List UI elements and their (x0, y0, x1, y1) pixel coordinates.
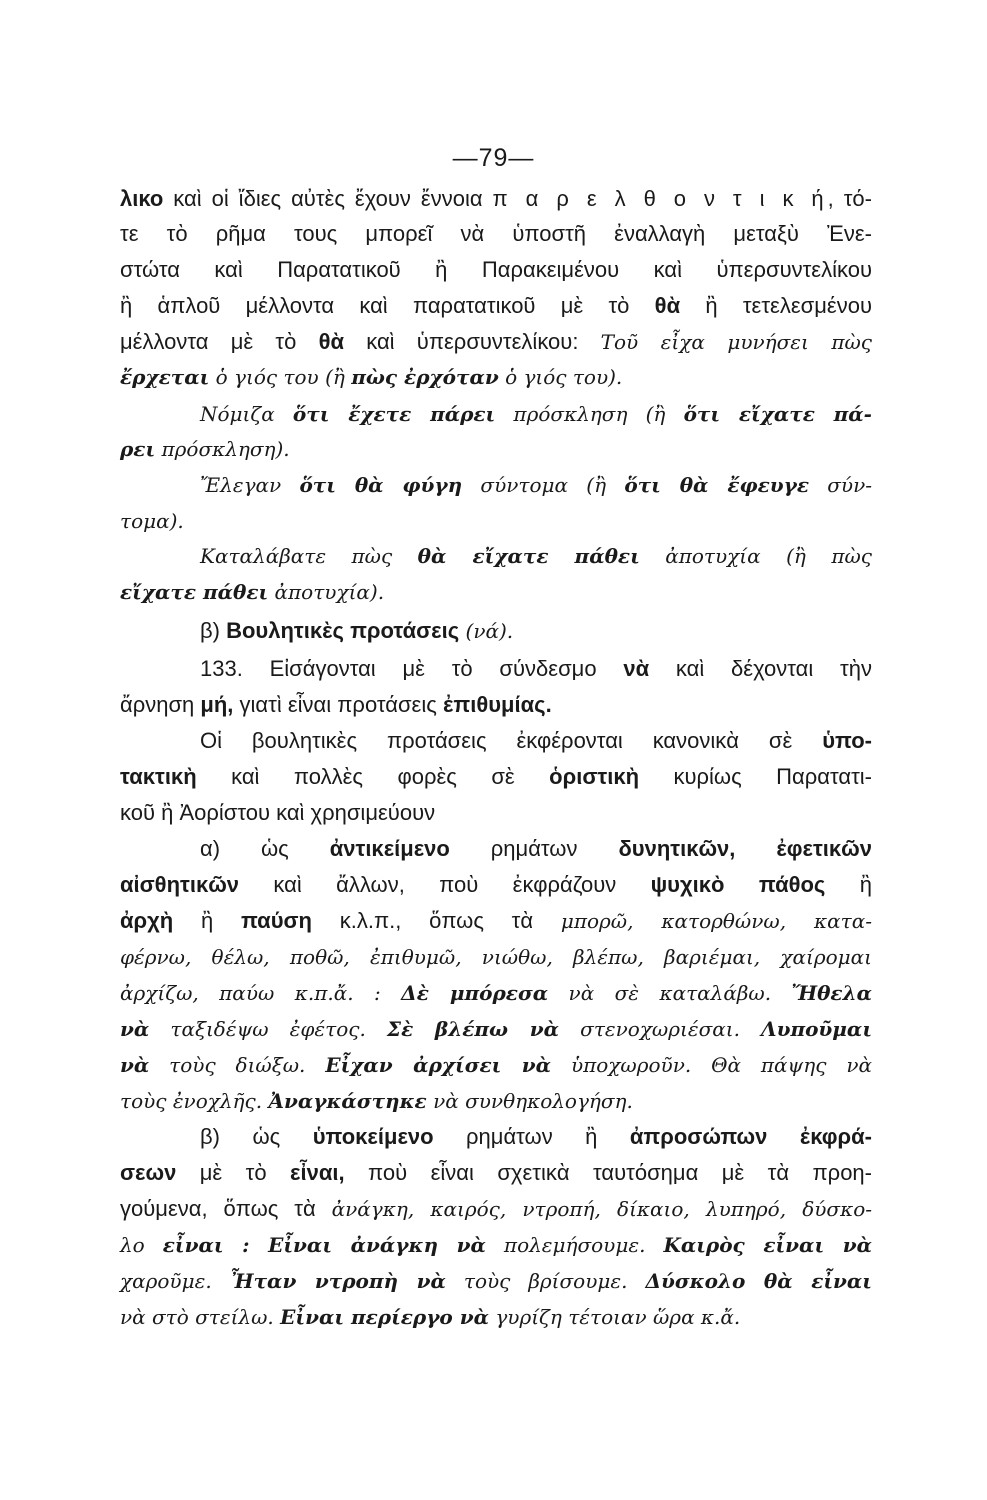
text-run: νὰ σὲ καταλάβω. (548, 981, 792, 1005)
text-run: φέρνω, θέλω, ποθῶ, ἐπιθυμῶ, νιώθω, βλέπω, βαριέμαι, χαίρομαι (120, 945, 872, 969)
text-run: εἴχατε πάθει (120, 580, 269, 604)
text-line (120, 217, 872, 251)
text-line (120, 1120, 872, 1154)
text-line (120, 832, 872, 866)
text-run: ἄρνηση (120, 692, 201, 717)
text-run: ρει (120, 437, 156, 461)
text-run: ὅτι θὰ φύγη (299, 473, 463, 497)
text-run: π α ρ ε λ θ ο ν τ ι κ ή (492, 186, 828, 211)
text-run: τοὺς βρίσουμε. (445, 1269, 646, 1293)
text-run: ἀρχὴ (120, 908, 174, 933)
text-run: μέλλοντα μὲ τὸ (120, 329, 319, 354)
text-run: ὑποκείμενο (312, 1124, 434, 1149)
text-run: Λυποῦμαι (761, 1017, 873, 1041)
text-line (120, 614, 872, 648)
text-run: ἀποτυχία (ἢ πὼς (639, 544, 872, 568)
text-run: ἢ ἁπλοῦ μέλλοντα καὶ παρατατικοῦ μὲ τὸ (120, 293, 655, 318)
text-run: ρημάτων ἢ (433, 1124, 630, 1149)
text-run: ἀπροσώπων ἐκφρά- (629, 1124, 872, 1149)
text-run: δυνητικῶν, ἐφετικῶν (618, 836, 872, 861)
text-line (120, 397, 872, 431)
text-run: ἢ τετελεσμένου (680, 293, 872, 318)
text-run: νὰ συνθηκολογήση. (426, 1089, 633, 1113)
text-run: ἀνάγκη, καιρός, ντροπή, δίκαιο, λυπηρό, δύσκο- (331, 1197, 872, 1221)
text-line (120, 940, 872, 974)
text-line (120, 182, 872, 216)
text-run: ἀρχίζω, παύω κ.π.ἄ. : (120, 981, 402, 1005)
text-run: Σὲ βλέπω νὰ (386, 1017, 560, 1041)
text-line (120, 325, 872, 359)
text-run: ποὺ εἶναι σχετικὰ ταυτόσημα μὲ τὰ προη- (344, 1160, 872, 1185)
text-line (120, 504, 872, 538)
text-run: Δύσκολο θὰ εἶναι (645, 1269, 872, 1293)
text-run: κυρίως Παρατατι- (639, 764, 872, 789)
text-run: νὰ στὸ στείλω. (120, 1305, 281, 1329)
text-run: ἢ (173, 908, 241, 933)
text-run: καὶ ἄλλων, ποὺ ἐκφράζουν (239, 872, 651, 897)
text-run: Νόμιζα (200, 402, 293, 426)
text-run: ὁ γιός του). (498, 365, 623, 389)
text-run: θὰ εἴχατε πάθει (417, 544, 640, 568)
text-line (120, 468, 872, 502)
text-run: Εἶχαν ἀρχίσει νὰ (325, 1053, 552, 1077)
text-run: τομα). (120, 509, 184, 533)
text-run: ὑποχωροῦν. Θὰ πάψης νὰ (551, 1053, 872, 1077)
text-line (120, 1156, 872, 1190)
text-run: εἶναι, (290, 1160, 345, 1185)
text-run: νὰ (623, 656, 650, 681)
text-line (120, 1228, 872, 1262)
text-run: πολεμήσουμε. (485, 1233, 664, 1257)
text-line (120, 868, 872, 902)
text-run: καὶ οἱ ἴδιες αὐτὲς ἔχουν ἔννοια (163, 186, 493, 211)
text-run: λο (120, 1233, 163, 1257)
text-run: αἰσθητικῶν (120, 872, 240, 897)
text-line (120, 652, 872, 686)
text-run: 133. Εἰσάγονται μὲ τὸ σύνδεσμο (200, 656, 624, 681)
text-run: ἢ (825, 872, 872, 897)
text-run: μὲ τὸ (176, 1160, 291, 1185)
text-run: σύν- (808, 473, 872, 497)
text-run: καὶ δέχονται τὴν (649, 656, 872, 681)
text-line (120, 289, 872, 323)
text-run: ρημάτων (449, 836, 619, 861)
text-run: Τοῦ εἶχα μυνήσει πὼς (600, 330, 872, 354)
text-run: (νά). (459, 619, 514, 643)
text-run: Καταλάβατε πὼς (200, 544, 418, 568)
text-run: Ἔλεγαν (200, 473, 300, 497)
text-run: στενοχωριέσαι. (559, 1017, 762, 1041)
text-run: κ.λ.π., ὅπως τὰ (312, 908, 561, 933)
text-run: καὶ ὑπερσυντελίκου: (344, 329, 601, 354)
text-line (120, 575, 872, 609)
text-run: πρόσκληση (ἢ (495, 402, 684, 426)
text-run: γούμενα, ὅπως τὰ (120, 1196, 332, 1221)
text-line (120, 1084, 872, 1118)
text-run: ὅτι θὰ ἔφευγε (624, 473, 809, 497)
text-run: ἀποτυχία). (268, 580, 385, 604)
text-run: νὰ (120, 1053, 150, 1077)
text-run: παύση (240, 908, 312, 933)
text-run: τακτικὴ (120, 764, 197, 789)
text-run: ἔρχεται (120, 365, 210, 389)
text-run: ὅτι ἔχετε πάρει (292, 402, 496, 426)
text-run: ὁ γιός του (ἢ (209, 365, 352, 389)
text-run: πὼς ἐρχόταν (351, 365, 499, 389)
text-run: μή, (200, 692, 234, 717)
text-run: θὰ (318, 329, 344, 354)
text-run: ὅτι εἴχατε πά- (683, 402, 872, 426)
text-run: , τό- (827, 186, 872, 211)
text-line (120, 1048, 872, 1082)
text-line (120, 1264, 872, 1298)
text-line (120, 360, 872, 394)
text-run: Οἱ βουλητικὲς προτάσεις ἐκφέρονται κανονικὰ σὲ (200, 728, 823, 753)
text-run: ἐπιθυμίας. (442, 692, 552, 717)
text-run: τοὺς διώξω. (149, 1053, 326, 1077)
text-run: ὁριστικὴ (549, 764, 640, 789)
text-run: πρόσκληση). (155, 437, 290, 461)
text-run: τε τὸ ρῆμα τους μπορεῖ νὰ ὑποστῆ ἐναλλαγὴ μεταξὺ Ἐνε- (120, 221, 872, 246)
text-run: εἶναι : Εἶναι ἀνάγκη νὰ (162, 1233, 486, 1257)
text-run: τοὺς ἐνοχλῆς. (120, 1089, 269, 1113)
text-line (120, 904, 872, 938)
text-run: θὰ (654, 293, 681, 318)
text-run: γυρίζη τέτοιαν ὥρα κ.ἄ. (488, 1305, 741, 1329)
text-run: Εἶναι περίεργο νὰ (280, 1305, 489, 1329)
text-run: Δὲ μπόρεσα (401, 981, 549, 1005)
text-line (120, 760, 872, 794)
text-line (120, 1300, 872, 1334)
text-run: Καιρὸς εἶναι νὰ (663, 1233, 873, 1257)
text-run: μπορῶ, κατορθώνω, κατα- (560, 909, 872, 933)
text-line (120, 688, 872, 722)
text-run: Ἦταν ντροπὴ νὰ (229, 1269, 446, 1293)
text-run: γιατὶ εἶναι προτάσεις (233, 692, 443, 717)
text-run: ψυχικὸ πάθος (650, 872, 826, 897)
text-run: ἀντικείμενο (329, 836, 450, 861)
page-number: —79— (452, 144, 535, 172)
text-run: καὶ πολλὲς φορὲς σὲ (196, 764, 550, 789)
text-line (120, 539, 872, 573)
text-run: α) ὡς (200, 836, 330, 861)
text-run: νὰ (120, 1017, 150, 1041)
text-line (120, 1192, 872, 1226)
text-run: β) ὡς (200, 1124, 313, 1149)
text-line (120, 976, 872, 1010)
text-run: σεων (120, 1160, 177, 1185)
text-run: κοῦ ἢ Ἀορίστου καὶ χρησιμεύουν (120, 800, 436, 825)
text-run: β) (200, 618, 227, 643)
text-run: ὑπο- (822, 728, 872, 753)
text-run: λικο (120, 186, 164, 211)
text-line (120, 724, 872, 758)
text-run: χαροῦμε. (120, 1269, 230, 1293)
text-line (120, 432, 872, 466)
text-run: Βουλητικὲς προτάσεις (226, 618, 460, 643)
text-run: Ἤθελα (791, 981, 872, 1005)
text-line (120, 1012, 872, 1046)
text-line (120, 253, 872, 287)
text-run: σύντομα (ἢ (462, 473, 625, 497)
text-line (120, 796, 872, 830)
text-run: ταξιδέψω ἐφέτος. (149, 1017, 387, 1041)
text-run: Ἀναγκάστηκε (268, 1089, 427, 1113)
text-run: στώτα καὶ Παρατατικοῦ ἢ Παρακειμένου καὶ ὑπερσυντελίκου (120, 257, 872, 282)
